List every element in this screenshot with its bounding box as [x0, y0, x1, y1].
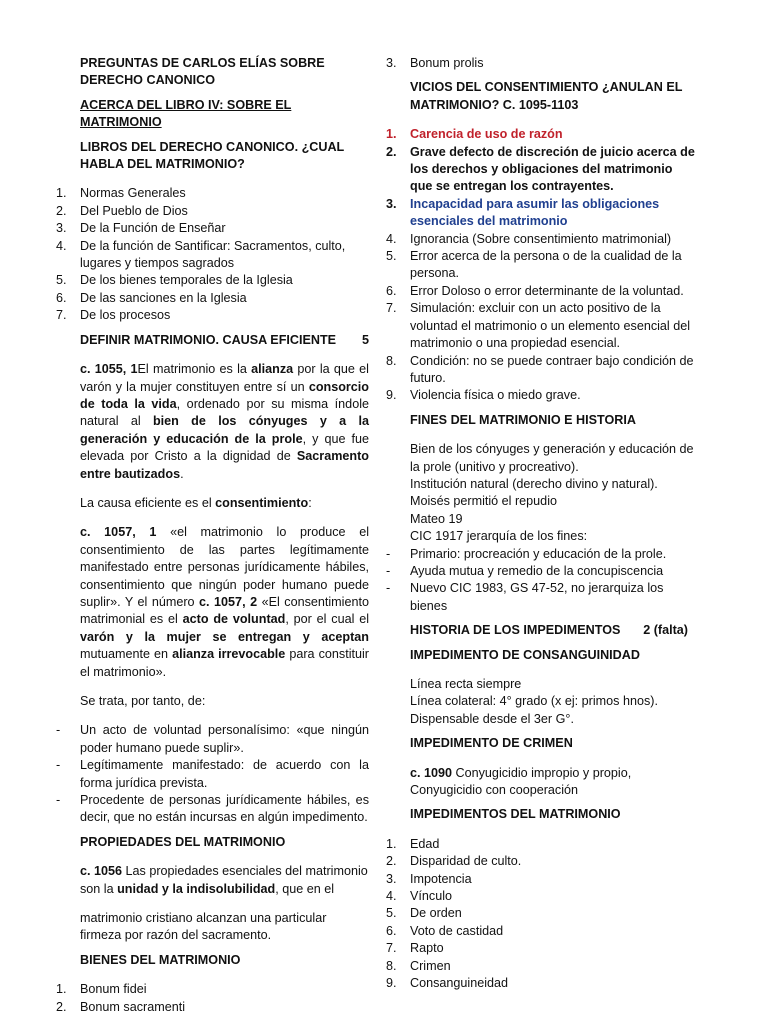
text-run: Conyugicidio impropio y propio, — [452, 765, 632, 780]
list-marker: 8. — [386, 353, 397, 368]
list-marker: 4. — [386, 889, 397, 904]
canon-ref: c. 1090 — [410, 765, 453, 780]
canon-1056-paragraph — [56, 863, 369, 898]
list-marker: 1. — [386, 836, 397, 851]
canon-ref: c. 1057, 1 — [80, 525, 157, 540]
list-item-text: De los bienes temporales de la Iglesia — [80, 273, 293, 288]
list-item — [386, 905, 698, 922]
text-run: . — [180, 466, 184, 481]
list-item — [386, 196, 698, 231]
definir-heading — [56, 332, 369, 349]
text-run: : — [308, 495, 312, 510]
bold-run: unidad y la indisolubilidad — [117, 881, 276, 896]
list-item-text: De la Función de Enseñar — [80, 221, 226, 236]
list-item — [56, 272, 369, 289]
list-marker: - — [56, 793, 61, 808]
list-item — [56, 722, 369, 757]
left-column — [56, 55, 369, 1016]
list-marker: - — [56, 723, 61, 738]
text-run: mutuamente en — [80, 647, 173, 662]
list-marker: 1. — [56, 186, 67, 201]
list-marker: - — [386, 546, 391, 561]
bold-run: consentimiento — [215, 495, 309, 510]
list-item-text: Voto de castidad — [410, 923, 504, 938]
text-run: Las propiedades esenciales del matrimonio son la — [80, 864, 368, 896]
list-item — [56, 238, 369, 273]
list-marker: 3. — [386, 196, 397, 211]
canon-1090-line — [386, 765, 698, 782]
list-item — [386, 300, 698, 352]
text-line: Bien de los cónyuges y generación y educación de la prole (unitivo y procreativo). — [410, 442, 694, 474]
list-item — [56, 185, 369, 202]
list-item-text: Consanguineidad — [410, 976, 509, 991]
list-item-text: Del Pueblo de Dios — [80, 203, 188, 218]
bienes-list — [56, 981, 369, 1016]
list-item — [386, 55, 698, 72]
canon-1056-continuation: matrimonio cristiano alcanzan una particular firmeza por razón del sacramento. — [80, 911, 327, 943]
libros-heading: LIBROS DEL DERECHO CANONICO. ¿CUAL HABLA DEL MATRIMONIO? — [80, 139, 345, 172]
bold-run: acto de voluntad — [182, 612, 286, 627]
document-title: PREGUNTAS DE CARLOS ELÍAS SOBRE DERECHO CANONICO — [80, 56, 325, 88]
list-item — [386, 871, 698, 888]
list-item — [386, 940, 698, 957]
text-line: Línea recta siempre — [410, 677, 522, 691]
list-item — [386, 283, 698, 300]
list-item — [386, 231, 698, 248]
bold-run: consorcio de toda la vida — [80, 379, 369, 411]
list-marker: 7. — [56, 308, 67, 323]
list-item-text: Vínculo — [410, 889, 453, 904]
list-item — [386, 975, 698, 992]
bienes-heading: BIENES DEL MATRIMONIO — [80, 952, 241, 967]
vicios-list — [386, 126, 698, 405]
bienes-list-continued — [386, 55, 698, 72]
list-marker: 3. — [386, 56, 397, 70]
list-item — [56, 290, 369, 307]
canon-1090-continuation: Conyugicidio con cooperación — [410, 783, 579, 798]
list-marker: 6. — [386, 923, 397, 938]
list-marker: 2. — [386, 854, 397, 869]
definir-page-number: 5 — [361, 332, 369, 347]
list-marker: 1. — [386, 127, 397, 142]
list-item — [386, 853, 698, 870]
causa-eficiente-line — [56, 495, 369, 512]
canon-ref: c. 1055, 1 — [80, 362, 138, 377]
list-item-text: Disparidad de culto. — [410, 854, 522, 869]
text-run: La causa eficiente es el — [80, 495, 216, 510]
list-marker: 3. — [386, 871, 397, 886]
list-item-text: Simulación: excluir con un acto positivo de la voluntad el matrimonio o un elemento esencial del matrimonio o una propiedad esencial. — [410, 301, 691, 351]
text-run: , ordenado por su misma índole natural al — [80, 396, 369, 429]
list-item — [56, 220, 369, 237]
canon-ref: c. 1056 — [80, 864, 123, 879]
list-marker: 6. — [56, 290, 67, 305]
list-item-text: Crimen — [410, 958, 451, 973]
text-run: , que en el — [275, 881, 335, 896]
bold-run: Sacramento entre bautizados — [80, 449, 369, 481]
list-marker: 1. — [56, 982, 67, 997]
list-item-text: De los procesos — [80, 308, 171, 323]
text-line: Dispensable desde el 3er G°. — [410, 711, 574, 726]
text-run: , por el cual el — [285, 612, 370, 627]
list-marker: 4. — [56, 238, 67, 253]
text-line: Mateo 19 — [410, 511, 463, 526]
bold-run: varón y la mujer se entregan y aceptan — [80, 629, 369, 644]
impedimentos-list — [386, 836, 698, 993]
impedimentos-heading: IMPEDIMENTOS DEL MATRIMONIO — [410, 807, 621, 822]
list-item-text: Procedente de personas jurídicamente hábiles, es decir, que no están incursas en algún impedimento. — [80, 793, 369, 825]
canon-ref: c. 1057, 2 — [199, 594, 258, 609]
definir-heading-text: DEFINIR MATRIMONIO. CAUSA EFICIENTE — [80, 332, 337, 347]
list-item-text: Error Doloso o error determinante de la voluntad. — [410, 283, 684, 298]
right-column — [386, 55, 698, 993]
propiedades-heading: PROPIEDADES DEL MATRIMONIO — [80, 834, 286, 849]
text-line: Institución natural (derecho divino y natural). — [410, 476, 658, 491]
list-item-text: De las sanciones en la Iglesia — [80, 290, 247, 305]
text-line: Línea colateral: 4° grado (x ej: primos hnos). — [410, 694, 658, 709]
text-run: por la que el varón y la mujer constituyen entre sí un — [80, 362, 369, 394]
list-item-text: Ignorancia (Sobre consentimiento matrimonial) — [410, 231, 672, 246]
text-line: CIC 1917 jerarquía de los fines: — [410, 529, 588, 544]
consanguinidad-heading: IMPEDIMENTO DE CONSANGUINIDAD — [410, 647, 640, 662]
list-item — [386, 248, 698, 283]
list-item — [56, 307, 369, 324]
fines-text-block — [386, 441, 698, 545]
list-item-text: Un acto de voluntad personalísimo: «que ningún poder humano puede suplir». — [80, 723, 369, 755]
canon-1057-paragraph — [56, 524, 369, 681]
list-item-text: Carencia de uso de razón — [410, 127, 563, 142]
list-marker: 6. — [386, 283, 397, 298]
list-item-text: Rapto — [410, 941, 444, 956]
list-marker: 5. — [56, 273, 67, 288]
list-item-text: Ayuda mutua y remedio de la concupiscencia — [410, 563, 664, 578]
list-item-text: De orden — [410, 906, 462, 921]
list-item — [56, 981, 369, 998]
list-item-text: Primario: procreación y educación de la prole. — [410, 546, 667, 561]
text-run: «El consentimiento matrimonial es el — [80, 594, 369, 627]
list-marker: 3. — [56, 221, 67, 236]
bold-run: alianza — [251, 362, 294, 377]
list-marker: 2. — [56, 203, 67, 218]
list-marker: 9. — [386, 388, 397, 403]
historia-heading — [386, 622, 698, 639]
list-item-text: Error acerca de la persona o de la cualidad de la persona. — [410, 249, 682, 281]
list-item-text: Nuevo CIC 1983, GS 47-52, no jerarquiza los bienes — [410, 581, 664, 613]
list-item — [56, 792, 369, 827]
list-marker: 2. — [56, 999, 67, 1014]
historia-note: 2 (falta) — [643, 623, 688, 638]
list-item — [56, 203, 369, 220]
list-item — [386, 836, 698, 853]
se-trata-line: Se trata, por tanto, de: — [80, 694, 206, 708]
vicios-heading: VICIOS DEL CONSENTIMIENTO ¿ANULAN EL MATRIMONIO? C. 1095-1103 — [410, 80, 683, 112]
list-item — [386, 563, 698, 580]
list-marker: 7. — [386, 301, 397, 316]
list-item — [386, 546, 698, 563]
fines-heading: FINES DEL MATRIMONIO E HISTORIA — [410, 412, 636, 427]
se-trata-list — [56, 722, 369, 826]
list-item-text: Condición: no se puede contraer bajo condición de futuro. — [410, 353, 694, 385]
crimen-heading: IMPEDIMENTO DE CRIMEN — [410, 736, 573, 751]
document-subtitle: ACERCA DEL LIBRO IV: SOBRE EL MATRIMONIO — [80, 97, 292, 130]
canon-1055-paragraph — [56, 361, 369, 483]
bold-run: alianza irrevocable — [172, 647, 286, 662]
list-item-text: Bonum prolis — [410, 56, 484, 70]
list-item — [56, 757, 369, 792]
fines-list — [386, 546, 698, 616]
list-item — [56, 999, 369, 1016]
list-item-text: Bonum fidei — [80, 982, 147, 997]
text-run: para constituir el matrimonio». — [80, 647, 369, 679]
list-item-text: Normas Generales — [80, 186, 186, 201]
list-marker: - — [386, 581, 391, 596]
list-item-text: Bonum sacramenti — [80, 999, 185, 1014]
consanguinidad-text-block — [386, 676, 698, 728]
list-item — [386, 888, 698, 905]
historia-heading-text: HISTORIA DE LOS IMPEDIMENTOS — [410, 623, 621, 638]
list-item — [386, 580, 698, 615]
list-item — [386, 126, 698, 143]
list-item — [386, 144, 698, 196]
list-item-text: Legítimamente manifestado: de acuerdo con la forma jurídica prevista. — [80, 758, 369, 790]
list-item — [386, 353, 698, 388]
list-item — [386, 387, 698, 404]
list-marker: 2. — [386, 144, 397, 159]
list-marker: 9. — [386, 976, 397, 991]
list-item — [386, 923, 698, 940]
list-item-text: Grave defecto de discreción de juicio acerca de los derechos y obligaciones del matrimonio que se entregan los contrayentes. — [410, 144, 695, 194]
text-run: «el matrimonio lo produce el consentimiento de las partes legítimamente manifestado entre personas jurídicamente hábiles, consentimiento que ningún poder humano puede suplir». Y el número — [80, 525, 369, 609]
libros-list — [56, 185, 369, 324]
list-marker: 5. — [386, 906, 397, 921]
list-item-text: Violencia física o miedo grave. — [410, 388, 581, 403]
list-marker: - — [56, 758, 61, 773]
list-item-text: Edad — [410, 836, 440, 851]
bold-run: bien de los cónyuges y a la generación y educación de la prole — [80, 414, 369, 446]
list-item-text: De la función de Santificar: Sacramentos, culto, lugares y tiempos sagrados — [80, 238, 346, 271]
list-item-text: Incapacidad para asumir las obligaciones esenciales del matrimonio — [410, 196, 660, 229]
list-item — [386, 958, 698, 975]
list-marker: - — [386, 563, 391, 578]
text-line: Moisés permitió el repudio — [410, 494, 557, 509]
list-item-text: Impotencia — [410, 871, 472, 886]
text-run: El matrimonio es la — [137, 362, 252, 377]
list-marker: 7. — [386, 941, 397, 956]
list-marker: 4. — [386, 231, 397, 246]
list-marker: 8. — [386, 958, 397, 973]
list-marker: 5. — [386, 249, 397, 264]
text-run: , y que fue elevada por Cristo a la dignidad de — [80, 431, 370, 464]
